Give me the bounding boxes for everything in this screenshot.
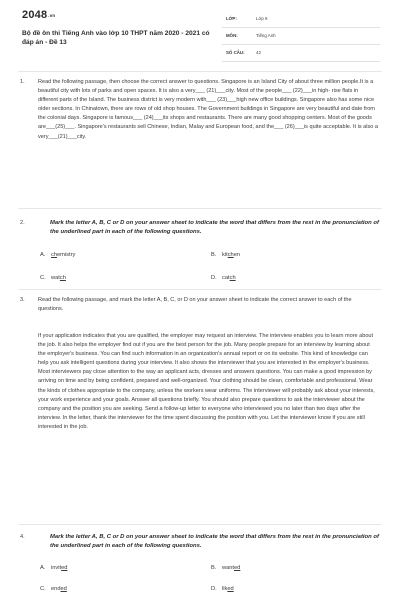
option-letter: C.: [40, 275, 46, 281]
question-number: 3.: [20, 297, 25, 303]
logo-text: 2048: [22, 9, 48, 21]
meta-row-class: [222, 11, 380, 28]
option-text-post: emistry: [57, 252, 76, 258]
option-text-post: en: [233, 252, 241, 258]
question-number: 4.: [20, 534, 25, 540]
divider: [18, 71, 382, 72]
option-text-pre: invit: [51, 565, 62, 571]
meta-label: SỐ CÂU:: [226, 50, 245, 55]
divider: [18, 208, 382, 209]
question-instruction: Mark the letter A, B, C or D on your answer sheet to indicate the word that differs from the rest in the pronunciation of the underlined part in each of the following questions.: [50, 534, 379, 550]
option-underlined: ch: [59, 275, 66, 281]
option-letter: B.: [211, 565, 217, 571]
question-intro: Read the following passage, and mark the letter A, B, C, or D on your answer sheet to indicate the correct answer to each of the questions.: [38, 297, 352, 313]
option-letter: A.: [40, 565, 46, 571]
meta-value: Lớp 9: [256, 16, 268, 21]
logo-suffix: .vn: [48, 13, 56, 18]
meta-value: 42: [256, 50, 261, 55]
meta-row-count: [222, 45, 380, 62]
option-text-pre: kit: [222, 252, 228, 258]
option-underlined: ch: [227, 252, 234, 258]
option-letter: A.: [40, 252, 46, 258]
option-letter: C.: [40, 586, 46, 592]
option-letter: B.: [211, 252, 217, 258]
question-passage: Read the following passage, then choose the correct answer to questions. Singapore is an Island City of about three million people.It is a beautiful city with lots of parks and open spaces. It is also a very___ (21)___city. Most of the people___ (22)___in high- rise flats in different parts of the Island. The business district is very modern with___ (23)___high new office buildings. Singapore also has some nice older sections. In Chinatown, there are rows of old shop houses. The Government buildings in Singapore are very beautiful and date from the colonial days. Singapore is famous___ (24)___its shops and restaurants. There are many good shopping centers. Most of the goods are___(25)___. Singapore's restaurants sell Chinese, Indian, Malay and European food, and the___ (26)___is quite acceptable. It is also a very___(21)___city.: [38, 79, 378, 140]
question-passage: If your application indicates that you are qualified, the employer may request an interview. The interview enables you to learn more about the job. It also helps the employer find out if you are the best person for the job. Many people prepare for an interview by learning about the employer's business. You can find such information in an organization's annual report or on its website. This kind of knowledge can help you ask intelligent questions during your interview. It also shows the interviewer that you are interested in the employer's business. Most interviewers pay close attention to the way an applicant acts, dresses and answers questions. You can make a good impression by arriving on time and by being confident, prepared and well-organized. Your clothing should be clean, comfortable and professional. Wear the kinds of clothes appropriate to the company, unless the workers wear uniforms. The interviewer will probably ask about your interests, your work experience and your goals. Answer all questions briefly. You should also prepare questions to ask the interviewer about the company and the position you are seeking. Send a follow-up letter to everyone who interviewed you no later than two days after the interview. In the letter, thank the interviewer for the time spent discussing the position with you. Let the interviewer know if you are still interested in the job.: [38, 333, 375, 430]
option-underlined: ed: [61, 565, 68, 571]
option-underlined: ed: [60, 586, 67, 592]
document-title: Bộ đề ôn thi Tiếng Anh vào lớp 10 THPT năm 2020 - 2021 có đáp án - Đề 13: [22, 30, 210, 46]
option-text-pre: lik: [222, 586, 228, 592]
option-c[interactable]: [40, 586, 67, 592]
option-underlined: ch: [229, 275, 236, 281]
option-letter: D.: [211, 586, 217, 592]
question-number: 1.: [20, 79, 25, 85]
option-text-pre: want: [222, 565, 235, 571]
option-underlined: ed: [227, 586, 234, 592]
option-d[interactable]: [211, 586, 234, 592]
question-number: 2.: [20, 220, 25, 226]
meta-label: LỚP:: [226, 16, 237, 21]
option-letter: D.: [211, 275, 217, 281]
meta-row-subject: [222, 28, 380, 45]
document-header: [0, 0, 400, 62]
option-d[interactable]: [211, 275, 236, 281]
option-b[interactable]: [211, 252, 240, 258]
divider: [18, 524, 382, 525]
meta-label: MÔN:: [226, 33, 238, 38]
question-instruction: Mark the letter A, B, C or D on your answer sheet to indicate the word that differs from the rest in the pronunciation of the underlined part in each of the following questions.: [50, 220, 379, 236]
meta-table: [222, 11, 380, 62]
option-underlined: ed: [234, 565, 241, 571]
divider: [18, 289, 382, 290]
option-a[interactable]: [40, 565, 67, 571]
option-b[interactable]: [211, 565, 240, 571]
option-c[interactable]: [40, 275, 66, 281]
meta-value: Tiếng Anh: [256, 33, 276, 38]
option-text-pre: end: [51, 586, 61, 592]
option-underlined: ch: [51, 252, 58, 258]
option-text-pre: wat: [51, 275, 60, 281]
option-text-pre: cat: [222, 275, 230, 281]
site-logo[interactable]: [22, 9, 55, 21]
option-a[interactable]: [40, 252, 75, 258]
